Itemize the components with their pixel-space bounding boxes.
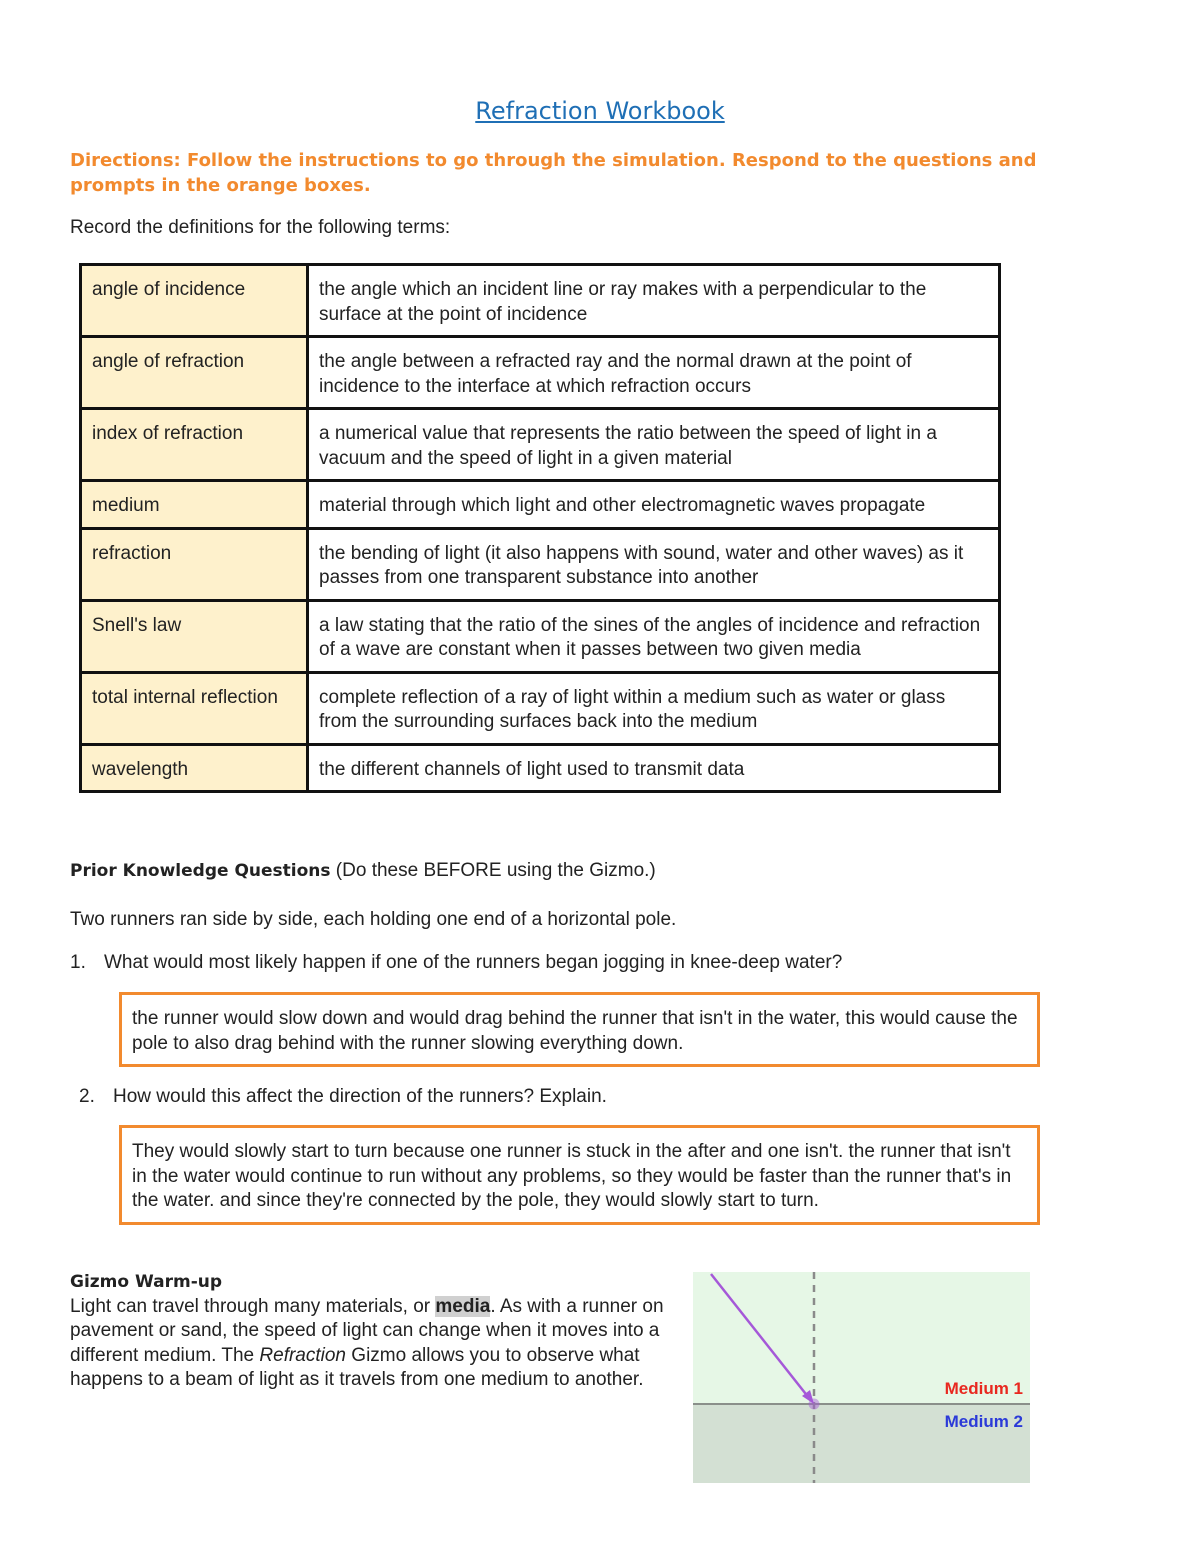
- scenario-intro: Two runners ran side by side, each holding one end of a horizontal pole.: [70, 909, 677, 930]
- term-cell: refraction: [81, 528, 308, 600]
- table-row: [81, 337, 1000, 409]
- medium-1-label: Medium 1: [944, 1379, 1023, 1398]
- prior-knowledge-title: Prior Knowledge Questions: [70, 861, 331, 881]
- definition-cell[interactable]: the angle between a refracted ray and the normal drawn at the point of incidence to the interface at which refraction occurs: [308, 337, 1000, 409]
- warmup-paragraph: [70, 1295, 670, 1393]
- prior-knowledge-heading: [70, 860, 656, 882]
- media-highlight: media: [435, 1295, 491, 1317]
- term-cell: angle of incidence: [81, 265, 308, 337]
- question-number: 2.: [79, 1086, 95, 1107]
- table-row: [81, 744, 1000, 792]
- question-2: [79, 1086, 607, 1108]
- warmup-text: Gizmo allows you to observe what happens to a beam of light as it travels from one medium to another.: [70, 1344, 644, 1390]
- medium-2-label: Medium 2: [944, 1412, 1023, 1431]
- table-row: [81, 672, 1000, 744]
- warmup-text: . As with a runner on pavement or sand, the speed of light can change when it moves into a different medium. The: [70, 1295, 664, 1366]
- question-text: What would most likely happen if one of the runners began jogging in knee-deep water?: [104, 952, 843, 973]
- definition-cell[interactable]: a law stating that the ratio of the sines of the angles of incidence and refraction of a wave are constant when it passes between two given media: [308, 600, 1000, 672]
- term-cell: medium: [81, 481, 308, 529]
- answer-box-2[interactable]: They would slowly start to turn because one runner is stuck in the after and one isn't. the runner that isn't in the water would continue to run without any problems, so they would be faster than the runner that's in the water. and since they're connected by the pole, they would slowly start to turn.: [119, 1125, 1040, 1225]
- gizmo-name: Refraction: [259, 1344, 347, 1366]
- directions-text: Directions: Follow the instructions to go through the simulation. Respond to the questions and prompts in the orange boxes.: [70, 150, 1037, 196]
- prior-knowledge-note: (Do these BEFORE using the Gizmo.): [330, 860, 656, 881]
- incidence-point[interactable]: [809, 1399, 820, 1410]
- definition-cell[interactable]: material through which light and other electromagnetic waves propagate: [308, 481, 1000, 529]
- term-cell: angle of refraction: [81, 337, 308, 409]
- definition-cell[interactable]: the bending of light (it also happens with sound, water and other waves) as it passes from one transparent substance into another: [308, 528, 1000, 600]
- question-1: [70, 952, 842, 974]
- table-row: [81, 265, 1000, 337]
- page-title: Refraction Workbook: [475, 97, 725, 125]
- term-cell: total internal reflection: [81, 672, 308, 744]
- warmup-section: [70, 1270, 670, 1393]
- table-row: [81, 409, 1000, 481]
- table-row: [81, 528, 1000, 600]
- term-cell: Snell's law: [81, 600, 308, 672]
- definition-cell[interactable]: the angle which an incident line or ray makes with a perpendicular to the surface at the point of incidence: [308, 265, 1000, 337]
- definition-cell[interactable]: complete reflection of a ray of light within a medium such as water or glass from the surrounding surfaces back into the medium: [308, 672, 1000, 744]
- table-row: [81, 600, 1000, 672]
- warmup-text: Light can travel through many materials, or: [70, 1295, 436, 1317]
- terms-table: [79, 263, 1001, 793]
- warmup-heading: Gizmo Warm-up: [70, 1272, 223, 1292]
- answer-box-1[interactable]: the runner would slow down and would drag behind the runner that isn't in the water, this would cause the pole to also drag behind with the runner slowing everything down.: [119, 992, 1040, 1067]
- term-cell: wavelength: [81, 744, 308, 792]
- term-cell: index of refraction: [81, 409, 308, 481]
- record-prompt: Record the definitions for the following terms:: [70, 217, 451, 238]
- definition-cell[interactable]: a numerical value that represents the ratio between the speed of light in a vacuum and the speed of light in a given material: [308, 409, 1000, 481]
- definition-cell[interactable]: the different channels of light used to transmit data: [308, 744, 1000, 792]
- question-number: 1.: [70, 952, 86, 973]
- refraction-simulation: [693, 1272, 1030, 1483]
- question-text: How would this affect the direction of the runners? Explain.: [113, 1086, 607, 1107]
- table-row: [81, 481, 1000, 529]
